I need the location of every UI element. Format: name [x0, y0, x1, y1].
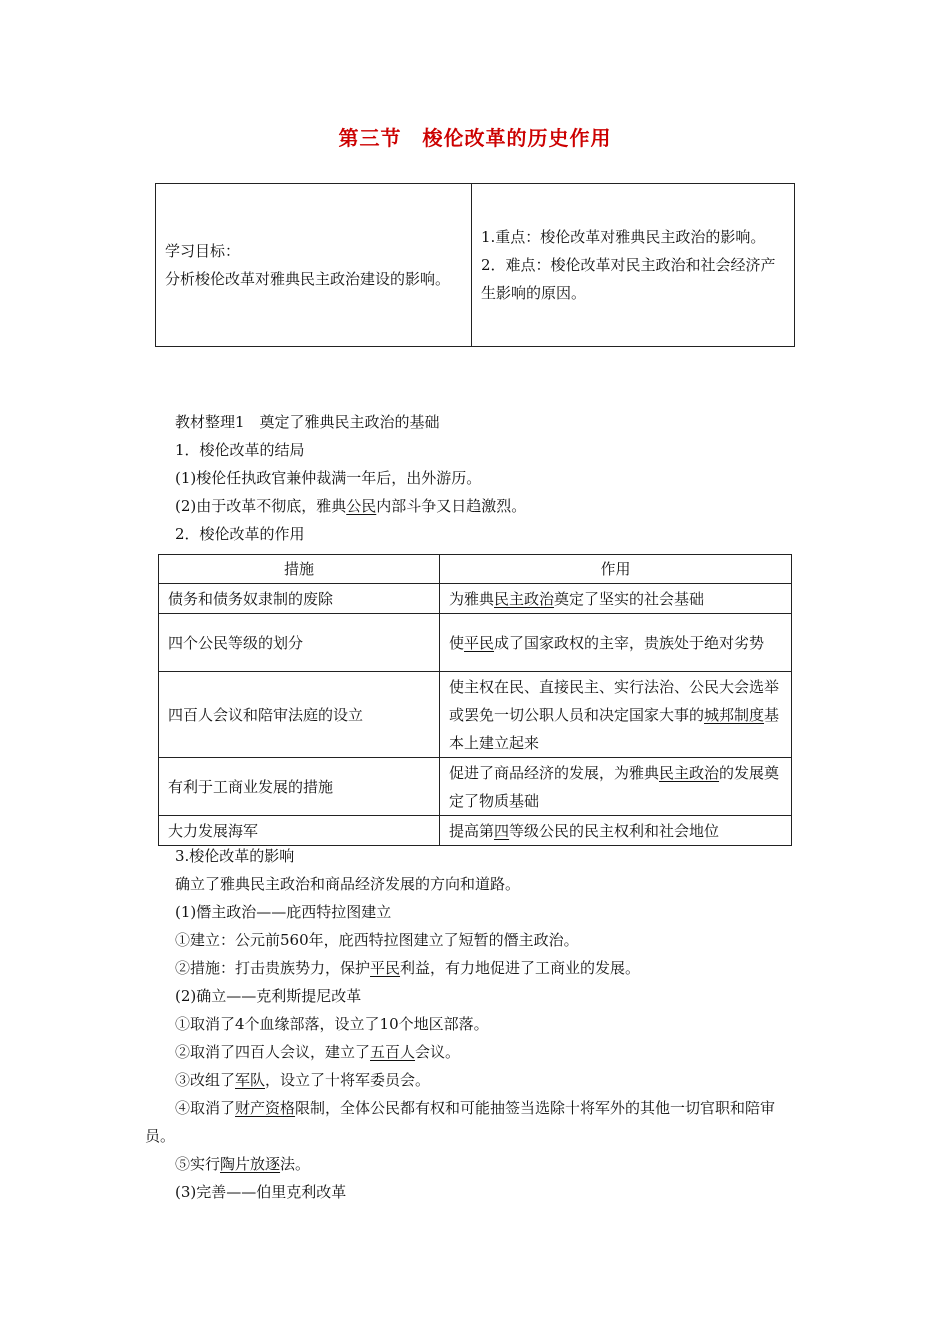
- underlined-answer: 公民: [346, 497, 377, 515]
- effect-cell: 为雅典民主政治奠定了坚实的社会基础: [440, 584, 792, 614]
- section-heading: 教材整理1 奠定了雅典民主政治的基础: [175, 413, 440, 431]
- underlined-answer: 陶片放逐: [220, 1155, 281, 1173]
- paragraph: (2)由于改革不彻底，雅典公民内部斗争又日趋激烈。: [175, 497, 527, 515]
- item-heading: 3.梭伦改革的影响: [175, 847, 295, 865]
- effect-cell: 提高第四等级公民的民主权利和社会地位: [440, 816, 792, 846]
- paragraph: (1)僭主政治——庇西特拉图建立: [175, 903, 392, 921]
- table-row: [159, 816, 792, 846]
- paragraph: ①取消了4个血缘部落，设立了10个地区部落。: [175, 1015, 489, 1033]
- measure-cell: 债务和债务奴隶制的废除: [159, 584, 440, 614]
- measure-cell: 四个公民等级的划分: [159, 614, 440, 672]
- measure-cell: 四百人会议和陪审法庭的设立: [159, 672, 440, 758]
- table-row: [159, 614, 792, 672]
- paragraph: ③改组了军队，设立了十将军委员会。: [175, 1071, 431, 1089]
- paragraph: ①建立：公元前560年，庇西特拉图建立了短暂的僭主政治。: [175, 931, 579, 949]
- underlined-answer: 军队: [235, 1071, 266, 1089]
- paragraph: (3)完善——伯里克利改革: [175, 1183, 347, 1201]
- column-header: 作用: [440, 555, 792, 584]
- underlined-answer: 五百人: [370, 1043, 416, 1061]
- item-heading: 1．梭伦改革的结局: [175, 441, 305, 459]
- difficult-point: 2．难点：梭伦改革对民主政治和社会经济产生影响的原因。: [481, 256, 776, 302]
- effect-cell: 使主权在民、直接民主、实行法治、公民大会选举或罢免一切公职人员和决定国家大事的城邦制度基本上建立起来: [440, 672, 792, 758]
- learning-goals-text: 分析梭伦改革对雅典民主政治建设的影响。: [165, 270, 451, 288]
- measure-cell: 有利于工商业发展的措施: [159, 758, 440, 816]
- paragraph: ⑤实行陶片放逐法。: [175, 1155, 311, 1173]
- column-header: 措施: [159, 555, 440, 584]
- paragraph: ②措施：打击贵族势力，保护平民利益，有力地促进了工商业的发展。: [175, 959, 641, 977]
- measure-cell: 大力发展海军: [159, 816, 440, 846]
- paragraph: ④取消了财产资格限制，全体公民都有权和可能抽签当选除十将军外的其他一切官职和陪审员。: [145, 1099, 776, 1145]
- table-row: [159, 584, 792, 614]
- effect-cell: 促进了商品经济的发展，为雅典民主政治的发展奠定了物质基础: [440, 758, 792, 816]
- learning-goals-cell: [156, 184, 472, 347]
- key-points-cell: [472, 184, 795, 347]
- paragraph: (1)梭伦任执政官兼仲裁满一年后，出外游历。: [175, 469, 482, 487]
- paragraph: (2)确立——克利斯提尼改革: [175, 987, 362, 1005]
- page-title: 第三节 梭伦改革的历史作用: [338, 126, 612, 150]
- underlined-answer: 平民: [370, 959, 401, 977]
- underlined-answer: 财产资格: [235, 1099, 296, 1117]
- learning-goals-table: [155, 183, 795, 347]
- table-row: [159, 758, 792, 816]
- table-row: [159, 672, 792, 758]
- paragraph: ②取消了四百人会议，建立了五百人会议。: [175, 1043, 461, 1061]
- reform-effects-table: [158, 554, 792, 846]
- paragraph: 确立了雅典民主政治和商品经济发展的方向和道路。: [175, 875, 521, 893]
- effect-cell: 使平民成了国家政权的主宰，贵族处于绝对劣势: [440, 614, 792, 672]
- key-point: 1.重点：梭伦改革对雅典民主政治的影响。: [481, 228, 766, 246]
- learning-goals-heading: 学习目标：: [165, 242, 241, 260]
- item-heading: 2．梭伦改革的作用: [175, 525, 305, 543]
